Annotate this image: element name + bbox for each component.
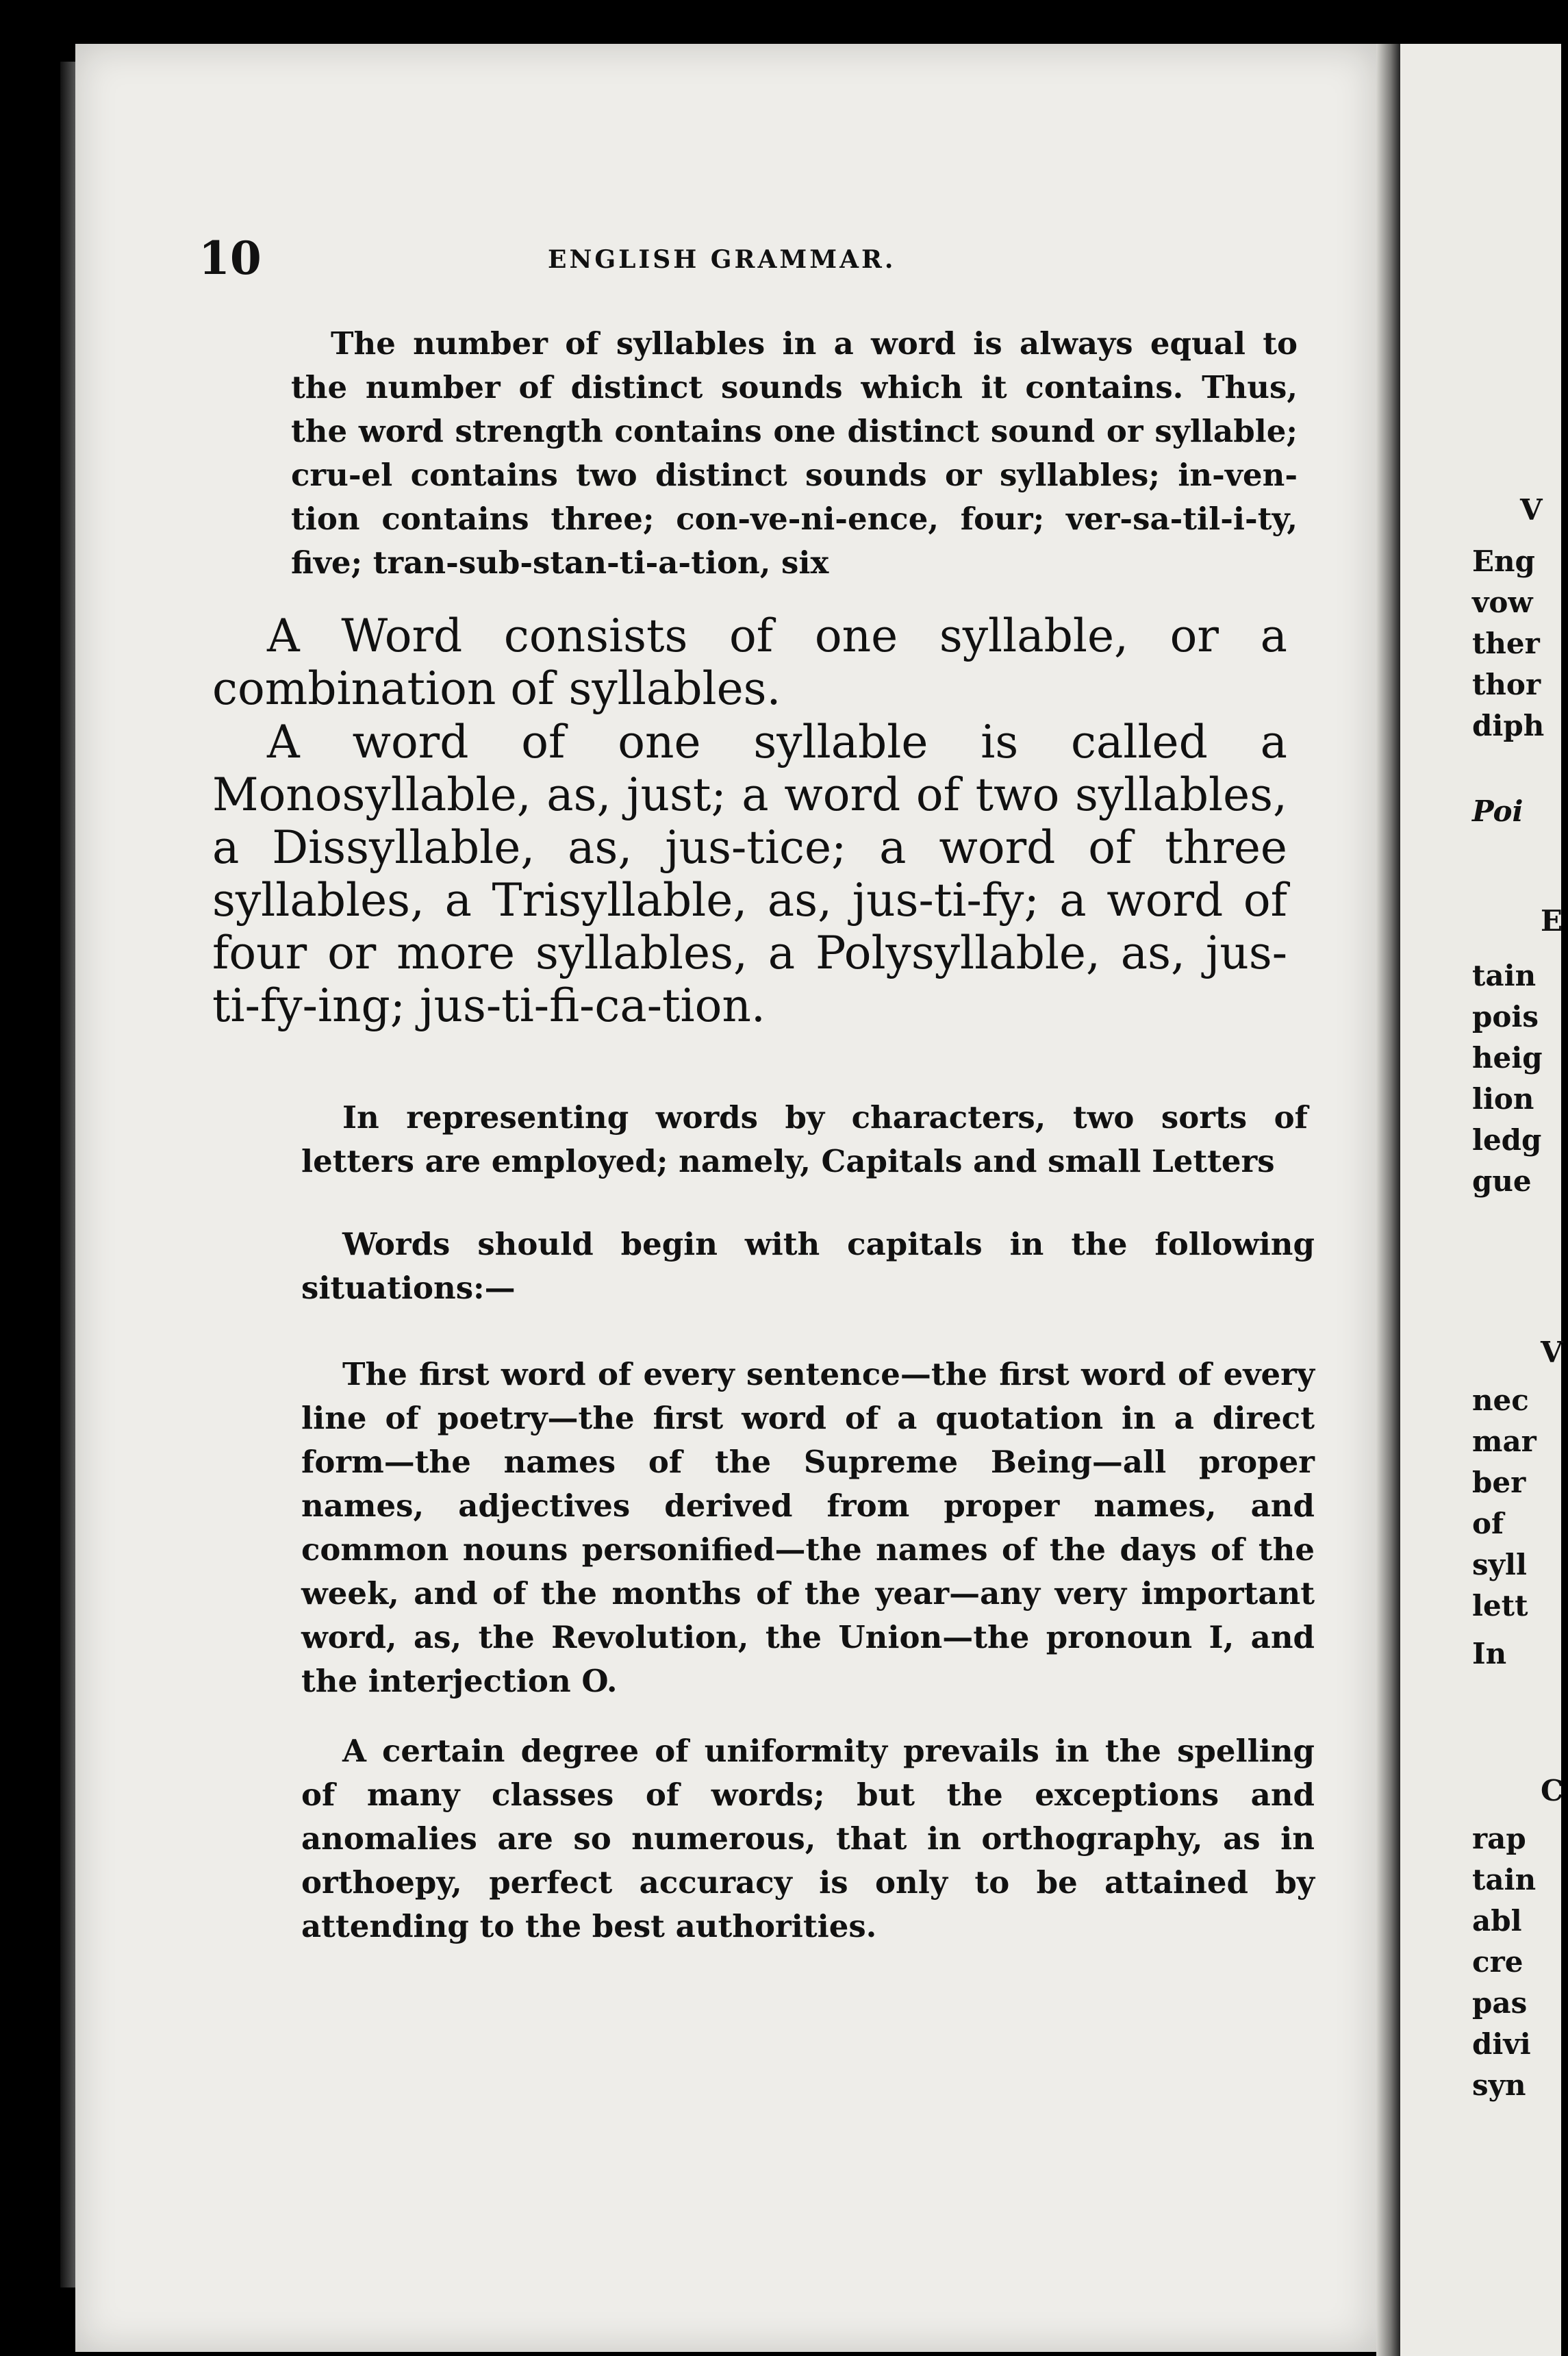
facing-fragment: rap (1472, 1822, 1526, 1855)
facing-fragment: nec (1472, 1383, 1529, 1417)
paragraph-characters: In representing words by characters, two sorts of letters are employed; namely, Capitals and small Letters (301, 1099, 1308, 1179)
facing-fragment: Eng (1472, 544, 1535, 578)
page-number: 10 (199, 231, 262, 285)
page-header (199, 231, 1349, 307)
facing-fragment: pois (1472, 1000, 1539, 1033)
facing-fragment: mar (1472, 1425, 1537, 1458)
paragraph-uniformity: A certain degree of uniformity prevails in the spelling of many classes of words; but the exceptions and anomalies are so numerous, that in orthography, as in orthoepy, perfect accuracy is only to be attained by attending to the best authorities. (301, 1733, 1315, 1944)
paragraph-syllable-count: The number of syllables in a word is always equal to the number of distinct sounds which it contains. Thus, the word strength contains one distinct sound or syllable; cru-el contains two distinct sounds or syllables; in-ven-tion contains three; con-ve-ni-ence, four; ver-sa-til-i-ty, five; tran-sub-stan-ti-a-tion, six (291, 325, 1298, 581)
facing-fragment: syll (1472, 1548, 1527, 1581)
facing-fragment: V (1541, 1336, 1563, 1369)
facing-fragment: V (1520, 493, 1543, 527)
facing-fragment: diph (1472, 709, 1545, 742)
facing-fragment: divi (1472, 2027, 1531, 2061)
facing-fragment: heig (1472, 1041, 1543, 1075)
facing-fragment: E (1541, 904, 1563, 938)
facing-fragment: of (1472, 1507, 1504, 1540)
facing-fragment: cre (1472, 1945, 1523, 1979)
facing-fragment: tain (1472, 959, 1537, 992)
facing-fragment: syn (1472, 2068, 1526, 2102)
facing-fragment: ledg (1472, 1123, 1542, 1157)
facing-fragment: Poi (1472, 794, 1523, 828)
facing-fragment: ber (1472, 1466, 1526, 1499)
paragraph-capitals-rules: The first word of every sentence—the first word of every line of poetry—the first word of a quotation in a direct form—the names of the Supreme Being—all proper names, adjectives derived from proper names, and common nouns personified—the names of the days of the week, and of the months of the year—any very important word, as, the Revolution, the Union—the pronoun I, and the interjection O. (301, 1356, 1315, 1699)
facing-fragment: vow (1472, 586, 1533, 619)
paragraph-word-definition: A Word consists of one syllable, or a combination of syllables. (212, 610, 1287, 715)
facing-fragment: C (1541, 1774, 1564, 1807)
facing-fragment: lion (1472, 1082, 1534, 1116)
facing-fragment: pas (1472, 1986, 1528, 2020)
facing-fragment: In (1472, 1637, 1507, 1670)
facing-fragment: gue (1472, 1164, 1532, 1198)
book-spine-shadow (1376, 44, 1400, 2356)
facing-fragment: ther (1472, 627, 1540, 660)
facing-fragment: lett (1472, 1589, 1528, 1622)
book-edge-shadow (60, 62, 75, 2288)
running-head: ENGLISH GRAMMAR. (548, 245, 896, 274)
paragraph-word-kinds: A word of one syllable is called a Monosyllable, as, just; a word of two syllables, a Dissyllable, as, jus-tice; a word of three syllables, a Trisyllable, as, jus-ti-fy; a word of four or more syllables, a Polysyllable, as, jus-ti-fy-ing; jus-ti-fi-ca-tion. (212, 716, 1287, 1032)
facing-fragment: abl (1472, 1904, 1522, 1938)
facing-fragment: thor (1472, 668, 1541, 701)
paragraph-capitals-intro: Words should begin with capitals in the following situations:— (301, 1226, 1315, 1306)
facing-fragment: tain (1472, 1863, 1537, 1896)
